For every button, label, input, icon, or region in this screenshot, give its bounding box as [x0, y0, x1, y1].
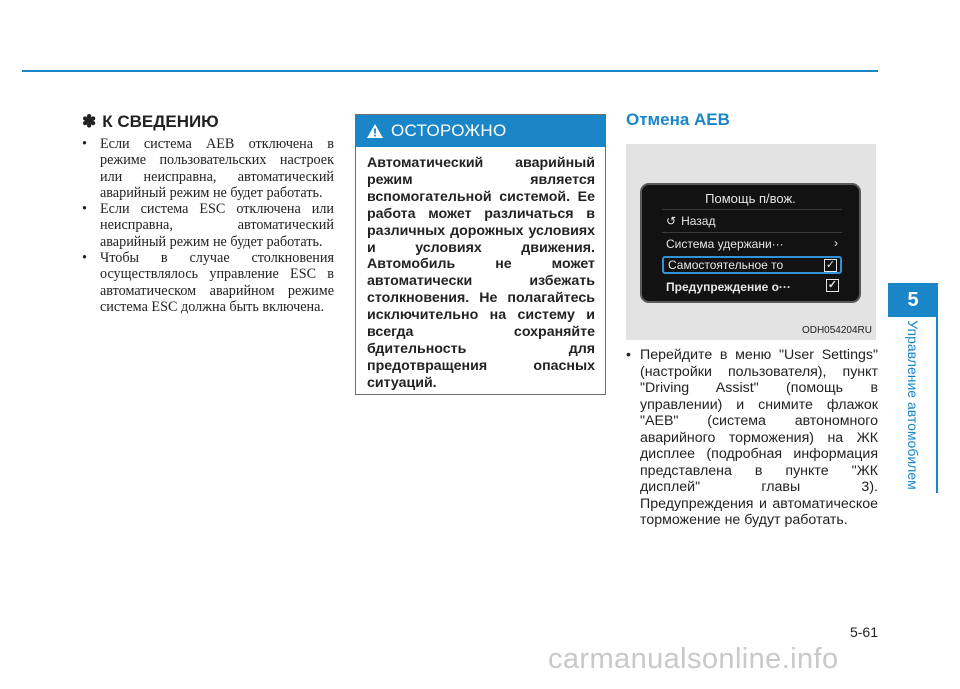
note-title-text: К СВЕДЕНИЮ [102, 112, 219, 131]
screen-divider [662, 232, 842, 233]
note-title [82, 112, 334, 132]
note-item: • Если система AEB отключена в режиме пользовательских настроек или неисправна, автоматический аварийный режим не будет работать. [82, 136, 334, 201]
screen-row [662, 278, 842, 296]
chapter-title: Управление автомобилем [905, 320, 921, 490]
aeb-cancel-section [626, 110, 878, 529]
screen-row-label: Система удержани··· [666, 237, 784, 251]
checkbox-checked-icon: ✓ [825, 259, 836, 271]
lcd-screen [640, 183, 861, 303]
screen-back-label: Назад [681, 214, 716, 228]
note-section [82, 112, 334, 315]
note-item: • Если система ESC отключена или неисправна, автоматический аварийный режим не будет работать. [82, 201, 334, 250]
star-icon: ✽ [82, 112, 97, 131]
warning-triangle-icon [366, 123, 384, 139]
instruction-list [626, 347, 878, 529]
chapter-number-tab: 5 [888, 283, 938, 317]
screen-row [662, 235, 842, 253]
section-title: Отмена AEB [626, 110, 730, 129]
watermark: carmanualsonline.info [548, 643, 839, 675]
image-code: ODH054204RU [801, 325, 872, 336]
warning-text: Автоматический аварийный режим является вспомогательной системой. Ее работа может различаться в различных дорожных условиях и условиях движения. Автомобиль не может автоматически избежать столкновения. Не полагайтесь исключительно на систему и всегда сохраняйте бдительность для предотвращения опасных ситуаций. [367, 155, 595, 391]
checkbox-checked-icon: ✓ [827, 279, 838, 291]
instruction-item: • Перейдите в меню "User Settings" (настройки пользователя), пункт "Driving Assist" (помощь в управлении) и снимите флажок "AEB" (система автономного аварийного торможения) на ЖК дисплее (подробная информация представлена в пункте "ЖК дисплей" главы 3). Предупреждения и автоматическое торможение не будут работать. [626, 347, 878, 529]
page-number: 5-61 [849, 624, 878, 640]
warning-header [356, 115, 605, 147]
screen-title: Помощь п/вож. [705, 191, 796, 206]
warning-box [355, 114, 606, 395]
screen-row-label: Самостоятельное то [668, 258, 784, 272]
screen-row-label: Предупреждение о··· [666, 280, 791, 294]
top-rule [22, 70, 878, 72]
chapter-side-line [936, 283, 938, 493]
screen-row-selected [662, 256, 842, 274]
chevron-right-icon: › [834, 236, 838, 250]
chapter-title-vertical [888, 320, 938, 490]
back-arrow-icon: ↺ [666, 214, 677, 228]
screen-divider [662, 209, 842, 210]
note-item: • Чтобы в случае столкновения осуществлялось управление ESC в автоматическом аварийном режиме система ESC должна быть включена. [82, 250, 334, 315]
screen-row-back [662, 212, 842, 230]
note-list [82, 136, 334, 315]
lcd-screenshot [626, 144, 876, 340]
warning-title: ОСТОРОЖНО [391, 121, 507, 140]
